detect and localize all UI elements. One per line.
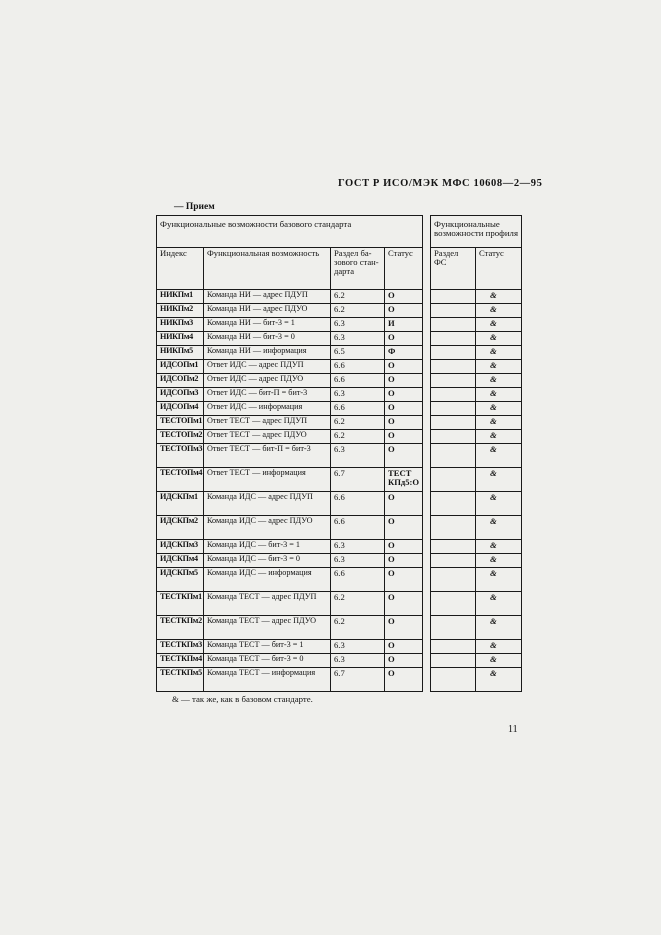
row-profile-status: & [476, 304, 522, 318]
row-fs-section [431, 290, 476, 304]
row-fs-section [431, 304, 476, 318]
row-index: ИДСКПм2 [157, 516, 204, 540]
table-row [157, 374, 423, 388]
row-index: НИКПм3 [157, 318, 204, 332]
row-section: 6.6 [331, 360, 385, 374]
row-fs-section [431, 374, 476, 388]
row-index: ИДСКПм1 [157, 492, 204, 516]
row-status: О [385, 416, 423, 430]
row-status: О [385, 654, 423, 668]
row-index: ТЕСТКПм3 [157, 640, 204, 654]
row-section: 6.2 [331, 290, 385, 304]
table-row [157, 592, 423, 616]
row-function: Ответ ИДС — информация [204, 402, 331, 416]
row-index: НИКПм1 [157, 290, 204, 304]
row-fs-section [431, 318, 476, 332]
row-section: 6.2 [331, 592, 385, 616]
row-status: О [385, 304, 423, 318]
table-row [157, 318, 423, 332]
row-profile-status: & [476, 430, 522, 444]
row-status: О [385, 516, 423, 540]
row-function: Команда ТЕСТ — информация [204, 668, 331, 692]
section-subheading: — Прием [174, 202, 215, 212]
row-function: Команда НИ — информация [204, 346, 331, 360]
table-row [157, 332, 423, 346]
row-index: НИКПм4 [157, 332, 204, 346]
page-number: 11 [508, 724, 518, 735]
table-row [431, 388, 522, 402]
row-fs-section [431, 640, 476, 654]
row-fs-section [431, 554, 476, 568]
table-row [431, 430, 522, 444]
row-profile-status: & [476, 388, 522, 402]
row-status: И [385, 318, 423, 332]
row-status: О [385, 568, 423, 592]
row-section: 6.3 [331, 332, 385, 346]
row-profile-status: & [476, 568, 522, 592]
row-function: Команда ИДС — адрес ПДУО [204, 516, 331, 540]
row-section: 6.3 [331, 388, 385, 402]
table-row [157, 444, 423, 468]
row-function: Ответ ТЕСТ — информация [204, 468, 331, 492]
col-header-fs-section: Раздел ФС [431, 248, 476, 290]
row-status: О [385, 592, 423, 616]
base-standard-table [156, 215, 423, 692]
table-row [431, 346, 522, 360]
row-fs-section [431, 388, 476, 402]
row-fs-section [431, 592, 476, 616]
row-status: О [385, 374, 423, 388]
table-row [431, 360, 522, 374]
row-index: ТЕСТКПм4 [157, 654, 204, 668]
row-section: 6.2 [331, 304, 385, 318]
row-section: 6.3 [331, 540, 385, 554]
row-status: ТЕСТ КПд5:О [385, 468, 423, 492]
row-function: Ответ ИДС — бит-П = бит-3 [204, 388, 331, 402]
row-profile-status: & [476, 318, 522, 332]
row-fs-section [431, 468, 476, 492]
row-profile-status: & [476, 616, 522, 640]
row-fs-section [431, 616, 476, 640]
row-status: О [385, 444, 423, 468]
row-section: 6.3 [331, 554, 385, 568]
row-fs-section [431, 360, 476, 374]
table-row [157, 304, 423, 318]
table-row [431, 332, 522, 346]
row-section: 6.7 [331, 668, 385, 692]
row-status: О [385, 290, 423, 304]
col-header-index: Индекс [157, 248, 204, 290]
table-row [431, 616, 522, 640]
row-index: ТЕСТКПм2 [157, 616, 204, 640]
row-status: О [385, 668, 423, 692]
table-row [157, 616, 423, 640]
table-row [431, 640, 522, 654]
row-function: Команда НИ — адрес ПДУО [204, 304, 331, 318]
row-function: Команда ТЕСТ — адрес ПДУО [204, 616, 331, 640]
row-index: ТЕСТКПм5 [157, 668, 204, 692]
row-function: Команда НИ — бит-3 = 1 [204, 318, 331, 332]
table-row [157, 640, 423, 654]
row-profile-status: & [476, 416, 522, 430]
row-profile-status: & [476, 554, 522, 568]
row-profile-status: & [476, 402, 522, 416]
row-section: 6.2 [331, 616, 385, 640]
row-function: Команда ИДС — бит-3 = 0 [204, 554, 331, 568]
row-function: Команда ТЕСТ — бит-3 = 0 [204, 654, 331, 668]
row-status: О [385, 554, 423, 568]
table-row [431, 568, 522, 592]
table-row [157, 554, 423, 568]
table-row [431, 654, 522, 668]
row-index: ИДСОПм4 [157, 402, 204, 416]
table-row [157, 388, 423, 402]
row-profile-status: & [476, 332, 522, 346]
row-section: 6.2 [331, 416, 385, 430]
row-profile-status: & [476, 444, 522, 468]
row-index: ТЕСТОПм3 [157, 444, 204, 468]
table-row [157, 668, 423, 692]
row-index: НИКПм2 [157, 304, 204, 318]
row-profile-status: & [476, 374, 522, 388]
table-row [157, 516, 423, 540]
table-row [431, 540, 522, 554]
row-section: 6.3 [331, 654, 385, 668]
table-row [157, 402, 423, 416]
row-function: Команда ИДС — информация [204, 568, 331, 592]
table-row [431, 416, 522, 430]
row-index: ТЕСТОПм4 [157, 468, 204, 492]
row-status: О [385, 616, 423, 640]
table-row [431, 468, 522, 492]
table-row [431, 304, 522, 318]
row-profile-status: & [476, 468, 522, 492]
row-section: 6.5 [331, 346, 385, 360]
row-index: ИДСКПм3 [157, 540, 204, 554]
row-status: О [385, 430, 423, 444]
row-profile-status: & [476, 346, 522, 360]
table-row [157, 290, 423, 304]
row-index: ИДСКПм4 [157, 554, 204, 568]
row-section: 6.6 [331, 402, 385, 416]
row-fs-section [431, 332, 476, 346]
row-profile-status: & [476, 668, 522, 692]
row-section: 6.6 [331, 492, 385, 516]
row-index: ИДСОПм3 [157, 388, 204, 402]
row-function: Команда НИ — адрес ПДУП [204, 290, 331, 304]
table-row [431, 592, 522, 616]
row-fs-section [431, 402, 476, 416]
row-section: 6.2 [331, 430, 385, 444]
row-fs-section [431, 540, 476, 554]
table-row [157, 654, 423, 668]
row-index: ТЕСТОПм2 [157, 430, 204, 444]
row-profile-status: & [476, 290, 522, 304]
row-fs-section [431, 346, 476, 360]
row-status: Ф [385, 346, 423, 360]
footnote: & — так же, как в базовом стандарте. [172, 694, 313, 704]
row-fs-section [431, 444, 476, 468]
row-status: О [385, 402, 423, 416]
table-row [157, 360, 423, 374]
row-status: О [385, 492, 423, 516]
row-index: НИКПм5 [157, 346, 204, 360]
table-row [157, 468, 423, 492]
col-header-section: Раздел ба-зового стан-дарта [331, 248, 385, 290]
base-table-title: Функциональные возможности базового стандарта [157, 216, 423, 248]
row-profile-status: & [476, 360, 522, 374]
profile-table-title: Функциональные возможности профиля [431, 216, 522, 248]
table-row [157, 540, 423, 554]
row-profile-status: & [476, 654, 522, 668]
row-function: Ответ ИДС — адрес ПДУО [204, 374, 331, 388]
table-row [431, 554, 522, 568]
table-row [157, 416, 423, 430]
row-function: Команда ТЕСТ — бит-3 = 1 [204, 640, 331, 654]
row-index: ИДСОПм2 [157, 374, 204, 388]
row-function: Команда ИДС — адрес ПДУП [204, 492, 331, 516]
row-status: О [385, 388, 423, 402]
row-function: Ответ ТЕСТ — адрес ПДУО [204, 430, 331, 444]
row-section: 6.3 [331, 318, 385, 332]
table-row [431, 402, 522, 416]
row-status: О [385, 360, 423, 374]
row-status: О [385, 540, 423, 554]
row-status: О [385, 640, 423, 654]
row-fs-section [431, 492, 476, 516]
table-row [157, 430, 423, 444]
row-fs-section [431, 430, 476, 444]
row-function: Команда ИДС — бит-3 = 1 [204, 540, 331, 554]
row-section: 6.3 [331, 640, 385, 654]
table-row [431, 374, 522, 388]
row-section: 6.6 [331, 516, 385, 540]
row-profile-status: & [476, 492, 522, 516]
row-profile-status: & [476, 640, 522, 654]
row-fs-section [431, 416, 476, 430]
table-row [431, 290, 522, 304]
row-index: ТЕСТКПм1 [157, 592, 204, 616]
table-row [157, 568, 423, 592]
profile-table [430, 215, 522, 692]
table-row [431, 318, 522, 332]
row-fs-section [431, 516, 476, 540]
table-row [157, 346, 423, 360]
row-profile-status: & [476, 592, 522, 616]
row-status: О [385, 332, 423, 346]
row-fs-section [431, 668, 476, 692]
row-function: Команда ТЕСТ — адрес ПДУП [204, 592, 331, 616]
row-index: ИДСОПм1 [157, 360, 204, 374]
row-profile-status: & [476, 540, 522, 554]
col-header-function: Функциональная возможность [204, 248, 331, 290]
row-function: Ответ ТЕСТ — бит-П = бит-3 [204, 444, 331, 468]
row-section: 6.7 [331, 468, 385, 492]
row-function: Команда НИ — бит-3 = 0 [204, 332, 331, 346]
row-section: 6.6 [331, 374, 385, 388]
table-row [157, 492, 423, 516]
row-profile-status: & [476, 516, 522, 540]
row-section: 6.3 [331, 444, 385, 468]
row-fs-section [431, 654, 476, 668]
col-header-status: Статус [385, 248, 423, 290]
row-section: 6.6 [331, 568, 385, 592]
col-header-profile-status: Статус [476, 248, 522, 290]
row-function: Ответ ИДС — адрес ПДУП [204, 360, 331, 374]
table-row [431, 668, 522, 692]
document-header: ГОСТ Р ИСО/МЭК МФС 10608—2—95 [338, 178, 543, 189]
table-row [431, 492, 522, 516]
row-fs-section [431, 568, 476, 592]
row-index: ТЕСТОПм1 [157, 416, 204, 430]
row-function: Ответ ТЕСТ — адрес ПДУП [204, 416, 331, 430]
table-row [431, 444, 522, 468]
table-row [431, 516, 522, 540]
row-index: ИДСКПм5 [157, 568, 204, 592]
